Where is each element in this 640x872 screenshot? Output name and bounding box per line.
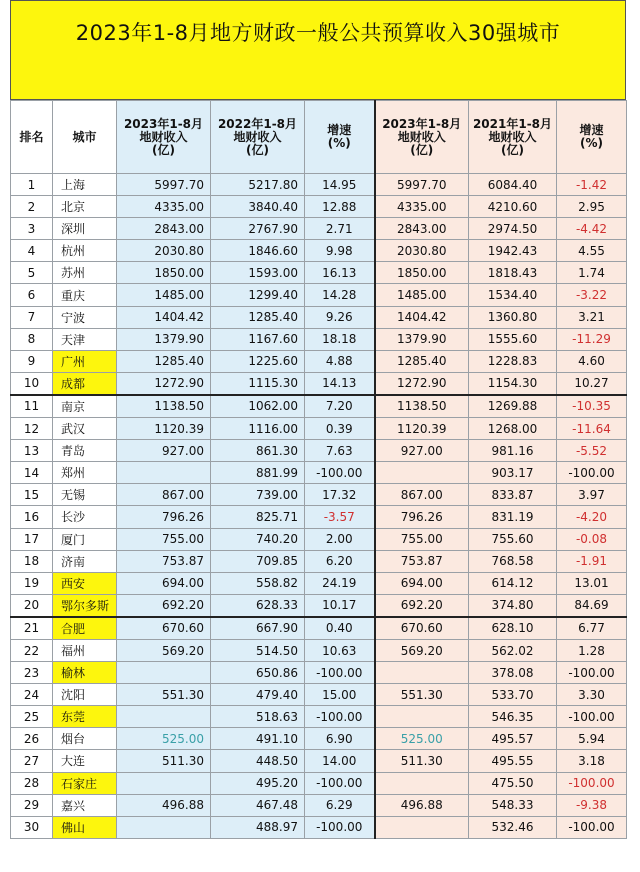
revenue-2021-cell: 981.16 [469, 440, 557, 462]
revenue-2023-cell: 753.87 [117, 550, 211, 572]
growth-vs-2021-cell: -4.20 [557, 506, 627, 528]
revenue-2021-cell: 1269.88 [469, 395, 557, 418]
revenue-2023-b-cell: 1404.42 [375, 306, 469, 328]
revenue-2022-cell: 861.30 [211, 440, 305, 462]
revenue-2023-cell [117, 662, 211, 684]
table-row [11, 772, 627, 794]
rank-cell: 23 [11, 662, 53, 684]
revenue-2022-cell: 1062.00 [211, 395, 305, 418]
revenue-2021-cell: 628.10 [469, 617, 557, 640]
revenue-2021-cell: 833.87 [469, 484, 557, 506]
growth-vs-2022-cell: 7.20 [305, 395, 375, 418]
growth-vs-2022-cell: 2.71 [305, 218, 375, 240]
revenue-2023-cell: 1120.39 [117, 418, 211, 440]
rank-cell: 9 [11, 350, 53, 372]
revenue-2023-cell: 2030.80 [117, 240, 211, 262]
revenue-2021-cell: 1360.80 [469, 306, 557, 328]
revenue-2023-cell: 1379.90 [117, 328, 211, 350]
revenue-2023-cell: 496.88 [117, 794, 211, 816]
city-cell: 深圳 [53, 218, 117, 240]
revenue-2023-cell: 867.00 [117, 484, 211, 506]
city-cell: 杭州 [53, 240, 117, 262]
table-row [11, 328, 627, 350]
revenue-2021-cell: 831.19 [469, 506, 557, 528]
growth-vs-2021-cell: -1.91 [557, 550, 627, 572]
rank-cell: 6 [11, 284, 53, 306]
revenue-2023-cell [117, 816, 211, 838]
revenue-2023-cell: 927.00 [117, 440, 211, 462]
growth-vs-2021-cell: 3.30 [557, 684, 627, 706]
city-cell: 青岛 [53, 440, 117, 462]
table-row [11, 284, 627, 306]
table-row [11, 662, 627, 684]
revenue-2022-cell: 1299.40 [211, 284, 305, 306]
growth-vs-2021-cell: 13.01 [557, 572, 627, 594]
growth-vs-2022-cell: -100.00 [305, 462, 375, 484]
rank-cell: 29 [11, 794, 53, 816]
growth-vs-2021-cell: 3.97 [557, 484, 627, 506]
rank-cell: 27 [11, 750, 53, 772]
revenue-2021-cell: 546.35 [469, 706, 557, 728]
revenue-2021-cell: 378.08 [469, 662, 557, 684]
revenue-2023-b-cell: 1485.00 [375, 284, 469, 306]
revenue-2023-b-cell: 927.00 [375, 440, 469, 462]
revenue-2023-b-cell: 1285.40 [375, 350, 469, 372]
revenue-2023-b-cell: 1850.00 [375, 262, 469, 284]
city-cell: 上海 [53, 174, 117, 196]
growth-vs-2021-cell: 4.55 [557, 240, 627, 262]
revenue-2021-cell: 614.12 [469, 572, 557, 594]
rank-cell: 21 [11, 617, 53, 640]
growth-vs-2022-cell: 14.13 [305, 372, 375, 395]
rank-cell: 26 [11, 728, 53, 750]
revenue-2023-cell: 1272.90 [117, 372, 211, 395]
growth-vs-2022-cell: -100.00 [305, 662, 375, 684]
revenue-2023-b-cell: 2843.00 [375, 218, 469, 240]
revenue-2021-cell: 1154.30 [469, 372, 557, 395]
revenue-2021-cell: 475.50 [469, 772, 557, 794]
revenue-2022-cell: 825.71 [211, 506, 305, 528]
header-rev2021: 2021年1-8月 地财收入 (亿) [469, 101, 557, 174]
header-rank: 排名 [11, 101, 53, 174]
rank-cell: 5 [11, 262, 53, 284]
revenue-2022-cell: 514.50 [211, 639, 305, 661]
revenue-2022-cell: 1225.60 [211, 350, 305, 372]
revenue-2023-cell: 796.26 [117, 506, 211, 528]
header-growth-vs-2022: 增速 (%) [305, 101, 375, 174]
city-cell: 南京 [53, 395, 117, 418]
revenue-2022-cell: 448.50 [211, 750, 305, 772]
revenue-2021-cell: 562.02 [469, 639, 557, 661]
revenue-table-container [10, 100, 626, 839]
revenue-2023-b-cell [375, 772, 469, 794]
revenue-2023-b-cell [375, 662, 469, 684]
growth-vs-2022-cell: 10.17 [305, 594, 375, 617]
city-cell: 厦门 [53, 528, 117, 550]
city-cell: 佛山 [53, 816, 117, 838]
growth-vs-2022-cell: 24.19 [305, 572, 375, 594]
table-row [11, 218, 627, 240]
revenue-2023-b-cell: 1379.90 [375, 328, 469, 350]
rank-cell: 30 [11, 816, 53, 838]
revenue-2023-b-cell [375, 462, 469, 484]
revenue-2021-cell: 495.57 [469, 728, 557, 750]
growth-vs-2022-cell: 17.32 [305, 484, 375, 506]
header-rev2022: 2022年1-8月 地财收入 (亿) [211, 101, 305, 174]
revenue-2023-b-cell: 511.30 [375, 750, 469, 772]
revenue-2023-b-cell [375, 816, 469, 838]
table-row [11, 440, 627, 462]
revenue-2023-b-cell: 753.87 [375, 550, 469, 572]
growth-vs-2021-cell: -100.00 [557, 706, 627, 728]
revenue-2023-b-cell: 525.00 [375, 728, 469, 750]
growth-vs-2022-cell: -100.00 [305, 772, 375, 794]
city-cell: 武汉 [53, 418, 117, 440]
revenue-2023-b-cell: 2030.80 [375, 240, 469, 262]
city-cell: 西安 [53, 572, 117, 594]
revenue-2022-cell: 488.97 [211, 816, 305, 838]
city-cell: 石家庄 [53, 772, 117, 794]
table-row [11, 462, 627, 484]
revenue-2023-b-cell: 1272.90 [375, 372, 469, 395]
growth-vs-2021-cell: 6.77 [557, 617, 627, 640]
rank-cell: 25 [11, 706, 53, 728]
rank-cell: 28 [11, 772, 53, 794]
revenue-2023-b-cell [375, 706, 469, 728]
header-city: 城市 [53, 101, 117, 174]
revenue-2021-cell: 2974.50 [469, 218, 557, 240]
rank-cell: 17 [11, 528, 53, 550]
growth-vs-2021-cell: 3.18 [557, 750, 627, 772]
table-row [11, 306, 627, 328]
rank-cell: 1 [11, 174, 53, 196]
revenue-2023-cell: 692.20 [117, 594, 211, 617]
revenue-2023-b-cell: 670.60 [375, 617, 469, 640]
revenue-2021-cell: 532.46 [469, 816, 557, 838]
revenue-2021-cell: 768.58 [469, 550, 557, 572]
growth-vs-2021-cell: -1.42 [557, 174, 627, 196]
city-cell: 无锡 [53, 484, 117, 506]
city-cell: 北京 [53, 196, 117, 218]
revenue-2022-cell: 467.48 [211, 794, 305, 816]
table-row [11, 528, 627, 550]
table-row [11, 262, 627, 284]
revenue-2023-b-cell: 694.00 [375, 572, 469, 594]
revenue-2023-cell: 1285.40 [117, 350, 211, 372]
header-growth-vs-2021: 增速 (%) [557, 101, 627, 174]
city-cell: 天津 [53, 328, 117, 350]
revenue-2022-cell: 479.40 [211, 684, 305, 706]
revenue-2021-cell: 6084.40 [469, 174, 557, 196]
growth-vs-2022-cell: 10.63 [305, 639, 375, 661]
growth-vs-2021-cell: 3.21 [557, 306, 627, 328]
rank-cell: 14 [11, 462, 53, 484]
revenue-2023-b-cell: 796.26 [375, 506, 469, 528]
table-row [11, 706, 627, 728]
revenue-2023-cell: 511.30 [117, 750, 211, 772]
revenue-2022-cell: 709.85 [211, 550, 305, 572]
growth-vs-2021-cell: -10.35 [557, 395, 627, 418]
revenue-2023-b-cell: 496.88 [375, 794, 469, 816]
city-cell: 重庆 [53, 284, 117, 306]
table-row [11, 728, 627, 750]
table-row [11, 684, 627, 706]
rank-cell: 13 [11, 440, 53, 462]
revenue-2021-cell: 1268.00 [469, 418, 557, 440]
revenue-2023-cell: 670.60 [117, 617, 211, 640]
revenue-2023-cell: 1485.00 [117, 284, 211, 306]
revenue-2021-cell: 903.17 [469, 462, 557, 484]
revenue-2022-cell: 1115.30 [211, 372, 305, 395]
city-cell: 长沙 [53, 506, 117, 528]
growth-vs-2022-cell: -3.57 [305, 506, 375, 528]
rank-cell: 19 [11, 572, 53, 594]
table-row [11, 594, 627, 617]
revenue-2022-cell: 881.99 [211, 462, 305, 484]
revenue-2022-cell: 1593.00 [211, 262, 305, 284]
growth-vs-2021-cell: -100.00 [557, 772, 627, 794]
growth-vs-2022-cell: 14.28 [305, 284, 375, 306]
table-row [11, 372, 627, 395]
growth-vs-2021-cell: 2.95 [557, 196, 627, 218]
growth-vs-2022-cell: -100.00 [305, 816, 375, 838]
revenue-2021-cell: 374.80 [469, 594, 557, 617]
growth-vs-2021-cell: 84.69 [557, 594, 627, 617]
growth-vs-2022-cell: 2.00 [305, 528, 375, 550]
revenue-2023-cell: 694.00 [117, 572, 211, 594]
revenue-2021-cell: 548.33 [469, 794, 557, 816]
revenue-table [10, 100, 627, 839]
rank-cell: 24 [11, 684, 53, 706]
revenue-2022-cell: 628.33 [211, 594, 305, 617]
growth-vs-2022-cell: 4.88 [305, 350, 375, 372]
growth-vs-2021-cell: 10.27 [557, 372, 627, 395]
table-row [11, 418, 627, 440]
revenue-2023-b-cell: 692.20 [375, 594, 469, 617]
revenue-2023-cell: 4335.00 [117, 196, 211, 218]
revenue-2022-cell: 491.10 [211, 728, 305, 750]
growth-vs-2021-cell: 5.94 [557, 728, 627, 750]
revenue-2023-b-cell: 5997.70 [375, 174, 469, 196]
growth-vs-2021-cell: -5.52 [557, 440, 627, 462]
revenue-2023-cell [117, 772, 211, 794]
growth-vs-2022-cell: 7.63 [305, 440, 375, 462]
revenue-2022-cell: 5217.80 [211, 174, 305, 196]
growth-vs-2021-cell: 1.28 [557, 639, 627, 661]
revenue-2022-cell: 558.82 [211, 572, 305, 594]
growth-vs-2022-cell: 15.00 [305, 684, 375, 706]
revenue-2022-cell: 2767.90 [211, 218, 305, 240]
rank-cell: 8 [11, 328, 53, 350]
growth-vs-2021-cell: -4.42 [557, 218, 627, 240]
city-cell: 合肥 [53, 617, 117, 640]
revenue-2021-cell: 1942.43 [469, 240, 557, 262]
growth-vs-2021-cell: -100.00 [557, 462, 627, 484]
table-row [11, 196, 627, 218]
growth-vs-2022-cell: -100.00 [305, 706, 375, 728]
growth-vs-2022-cell: 14.95 [305, 174, 375, 196]
rank-cell: 10 [11, 372, 53, 395]
revenue-2021-cell: 755.60 [469, 528, 557, 550]
growth-vs-2021-cell: -100.00 [557, 816, 627, 838]
rank-cell: 2 [11, 196, 53, 218]
growth-vs-2022-cell: 0.39 [305, 418, 375, 440]
growth-vs-2022-cell: 12.88 [305, 196, 375, 218]
growth-vs-2021-cell: -11.64 [557, 418, 627, 440]
revenue-2023-cell: 5997.70 [117, 174, 211, 196]
revenue-2021-cell: 533.70 [469, 684, 557, 706]
revenue-2022-cell: 1116.00 [211, 418, 305, 440]
growth-vs-2022-cell: 9.98 [305, 240, 375, 262]
revenue-2023-b-cell: 551.30 [375, 684, 469, 706]
rank-cell: 16 [11, 506, 53, 528]
revenue-2021-cell: 1555.60 [469, 328, 557, 350]
city-cell: 福州 [53, 639, 117, 661]
rank-cell: 12 [11, 418, 53, 440]
table-row [11, 240, 627, 262]
table-row [11, 395, 627, 418]
rank-cell: 15 [11, 484, 53, 506]
growth-vs-2021-cell: -11.29 [557, 328, 627, 350]
growth-vs-2021-cell: -100.00 [557, 662, 627, 684]
revenue-2021-cell: 4210.60 [469, 196, 557, 218]
city-cell: 成都 [53, 372, 117, 395]
revenue-2023-b-cell: 755.00 [375, 528, 469, 550]
city-cell: 苏州 [53, 262, 117, 284]
revenue-2023-cell: 1138.50 [117, 395, 211, 418]
revenue-2023-cell: 1404.42 [117, 306, 211, 328]
city-cell: 嘉兴 [53, 794, 117, 816]
revenue-2023-cell: 755.00 [117, 528, 211, 550]
city-cell: 郑州 [53, 462, 117, 484]
revenue-2023-cell: 551.30 [117, 684, 211, 706]
table-row [11, 794, 627, 816]
revenue-2022-cell: 495.20 [211, 772, 305, 794]
growth-vs-2022-cell: 16.13 [305, 262, 375, 284]
revenue-2021-cell: 1228.83 [469, 350, 557, 372]
city-cell: 烟台 [53, 728, 117, 750]
header-rev2023-b: 2023年1-8月 地财收入 (亿) [375, 101, 469, 174]
growth-vs-2022-cell: 14.00 [305, 750, 375, 772]
table-row [11, 484, 627, 506]
revenue-2021-cell: 1818.43 [469, 262, 557, 284]
revenue-2023-cell [117, 462, 211, 484]
city-cell: 榆林 [53, 662, 117, 684]
table-row [11, 506, 627, 528]
revenue-2022-cell: 667.90 [211, 617, 305, 640]
growth-vs-2021-cell: 1.74 [557, 262, 627, 284]
growth-vs-2022-cell: 6.20 [305, 550, 375, 572]
revenue-2023-b-cell: 1138.50 [375, 395, 469, 418]
growth-vs-2022-cell: 6.29 [305, 794, 375, 816]
revenue-2022-cell: 740.20 [211, 528, 305, 550]
revenue-2023-b-cell: 569.20 [375, 639, 469, 661]
city-cell: 沈阳 [53, 684, 117, 706]
rank-cell: 11 [11, 395, 53, 418]
rank-cell: 18 [11, 550, 53, 572]
city-cell: 大连 [53, 750, 117, 772]
header-row [11, 101, 627, 174]
rank-cell: 3 [11, 218, 53, 240]
table-row [11, 550, 627, 572]
table-row [11, 617, 627, 640]
revenue-2022-cell: 650.86 [211, 662, 305, 684]
city-cell: 广州 [53, 350, 117, 372]
header-rev2023: 2023年1-8月 地财收入 (亿) [117, 101, 211, 174]
revenue-2022-cell: 1285.40 [211, 306, 305, 328]
table-row [11, 750, 627, 772]
revenue-2023-cell [117, 706, 211, 728]
revenue-2021-cell: 495.55 [469, 750, 557, 772]
revenue-2023-b-cell: 867.00 [375, 484, 469, 506]
city-cell: 济南 [53, 550, 117, 572]
table-body [11, 174, 627, 839]
growth-vs-2022-cell: 6.90 [305, 728, 375, 750]
city-cell: 宁波 [53, 306, 117, 328]
growth-vs-2021-cell: 4.60 [557, 350, 627, 372]
table-row [11, 639, 627, 661]
revenue-2022-cell: 1846.60 [211, 240, 305, 262]
table-row [11, 572, 627, 594]
city-cell: 鄂尔多斯 [53, 594, 117, 617]
growth-vs-2022-cell: 0.40 [305, 617, 375, 640]
revenue-2023-cell: 2843.00 [117, 218, 211, 240]
revenue-2023-b-cell: 4335.00 [375, 196, 469, 218]
growth-vs-2021-cell: -0.08 [557, 528, 627, 550]
revenue-2022-cell: 518.63 [211, 706, 305, 728]
revenue-2022-cell: 739.00 [211, 484, 305, 506]
revenue-2023-b-cell: 1120.39 [375, 418, 469, 440]
growth-vs-2022-cell: 18.18 [305, 328, 375, 350]
city-cell: 东莞 [53, 706, 117, 728]
rank-cell: 20 [11, 594, 53, 617]
growth-vs-2021-cell: -9.38 [557, 794, 627, 816]
table-row [11, 174, 627, 196]
table-row [11, 816, 627, 838]
growth-vs-2022-cell: 9.26 [305, 306, 375, 328]
revenue-2022-cell: 1167.60 [211, 328, 305, 350]
rank-cell: 7 [11, 306, 53, 328]
revenue-2021-cell: 1534.40 [469, 284, 557, 306]
revenue-2023-cell: 569.20 [117, 639, 211, 661]
table-row [11, 350, 627, 372]
rank-cell: 4 [11, 240, 53, 262]
revenue-2023-cell: 1850.00 [117, 262, 211, 284]
growth-vs-2021-cell: -3.22 [557, 284, 627, 306]
page-title: 2023年1-8月地方财政一般公共预算收入30强城市 [10, 0, 626, 100]
revenue-2023-cell: 525.00 [117, 728, 211, 750]
revenue-2022-cell: 3840.40 [211, 196, 305, 218]
rank-cell: 22 [11, 639, 53, 661]
